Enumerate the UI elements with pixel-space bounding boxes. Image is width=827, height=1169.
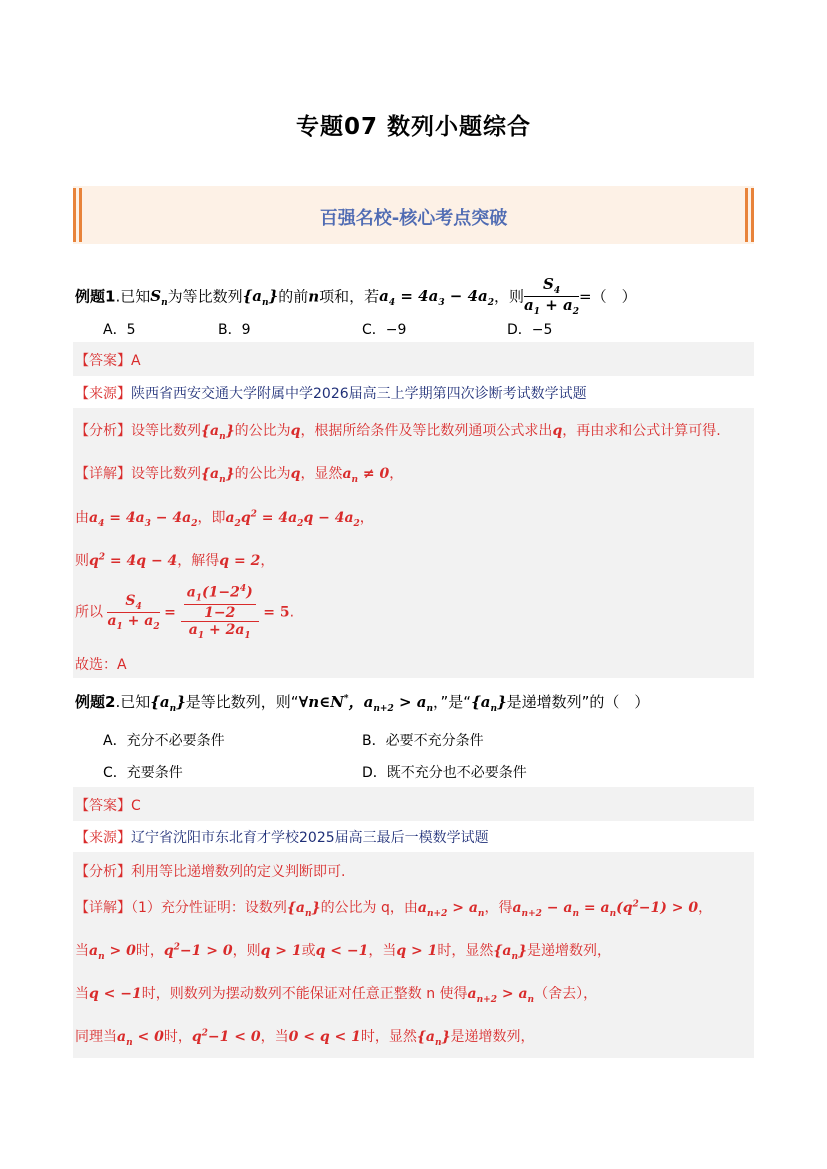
example-2-step-2: 当$a_n > 0$时，$q^2-1 > 0$，则q > 1或q < −1，当q > 1时，显然$\{a_n\}$是递增数列， (75, 942, 612, 962)
example-1-question: 例题1.已知$S_n$为等比数列$\{a_n\}$的前n项和，若$a_4 = 4a_3 - 4a_2$，则 $\frac{S_4}{a_1 + a_2}$ =（ ） (75, 275, 637, 318)
example-1-analysis: 【分析】设等比数列$\{a_n\}$的公比为q，根据所给条件及等比数列通项公式求出q，再由求和公式计算可得. (75, 423, 721, 442)
example-1-answer: 【答案】A (75, 353, 141, 369)
example-2-label: 例题2 (75, 693, 116, 711)
option-b[interactable]: B．9 (218, 322, 251, 338)
option-d[interactable]: D．既不充分也不必要条件 (362, 765, 527, 781)
page-title: 专题07 数列小题综合 (295, 114, 531, 140)
option-c[interactable]: C．−9 (362, 322, 407, 338)
example-1-step-4: 所以 $\frac{S_4}{a_1 + a_2}$ = $\frac{\frac{a_1(1-2^4)}{1-2}}{a_1 + 2a_1}$ = 5. (75, 584, 295, 641)
example-2-answer: 【答案】C (75, 798, 141, 814)
example-2-step-4: 同理当$a_n < 0$时，$q^2-1 < 0$，当0 < q < 1时，显然$\{a_n\}$是递增数列， (75, 1028, 535, 1048)
example-1-conclusion: 故选：A (75, 657, 127, 673)
answer-box (73, 342, 754, 376)
banner-title: 百强名校-核心考点突破 (319, 208, 508, 229)
section-banner (73, 186, 754, 244)
option-a[interactable]: A．充分不必要条件 (103, 733, 225, 749)
answer-box (73, 787, 754, 821)
example-2-source: 【来源】辽宁省沈阳市东北育才学校2025届高三最后一模数学试题 (75, 830, 489, 846)
option-d[interactable]: D．−5 (507, 322, 553, 338)
example-1-label: 例题1 (75, 287, 116, 306)
option-b[interactable]: B．必要不充分条件 (362, 733, 484, 749)
example-1-source: 【来源】陕西省西安交通大学附属中学2026届高三上学期第四次诊断考试数学试题 (75, 386, 587, 402)
example-2-step-3: 当q < −1时，则数列为摆动数列不能保证对任意正整数 n 使得$a_{n+2} > a_n$（舍去）， (75, 986, 598, 1005)
option-a[interactable]: A．5 (103, 322, 136, 338)
example-2-detail: 【详解】（1）充分性证明：设数列$\{a_n\}$的公比为 q，由$a_{n+2} > a_n$，得$a_{n+2} - a_n = a_n(q^2-1) > 0$， (75, 899, 713, 919)
option-c[interactable]: C．充要条件 (103, 765, 183, 781)
example-1-step-2: 由$a_4 = 4a_3 - 4a_2$，即$a_2q^2 = 4a_2q - 4a_2$， (75, 509, 374, 529)
example-1-step-3: 则$q^2 = 4q - 4$，解得q = 2， (75, 552, 275, 569)
example-2-analysis: 【分析】利用等比递增数列的定义判断即可. (75, 864, 346, 880)
example-2-question: 例题2.已知$\{a_n\}$是等比数列，则“∀n∈N*，$a_{n+2} > a_n$，”是“$\{a_n\}$是递增数列”的（ ） (75, 693, 650, 714)
example-1-detail: 【详解】设等比数列$\{a_n\}$的公比为q，显然$a_n \ne 0$， (75, 466, 404, 485)
